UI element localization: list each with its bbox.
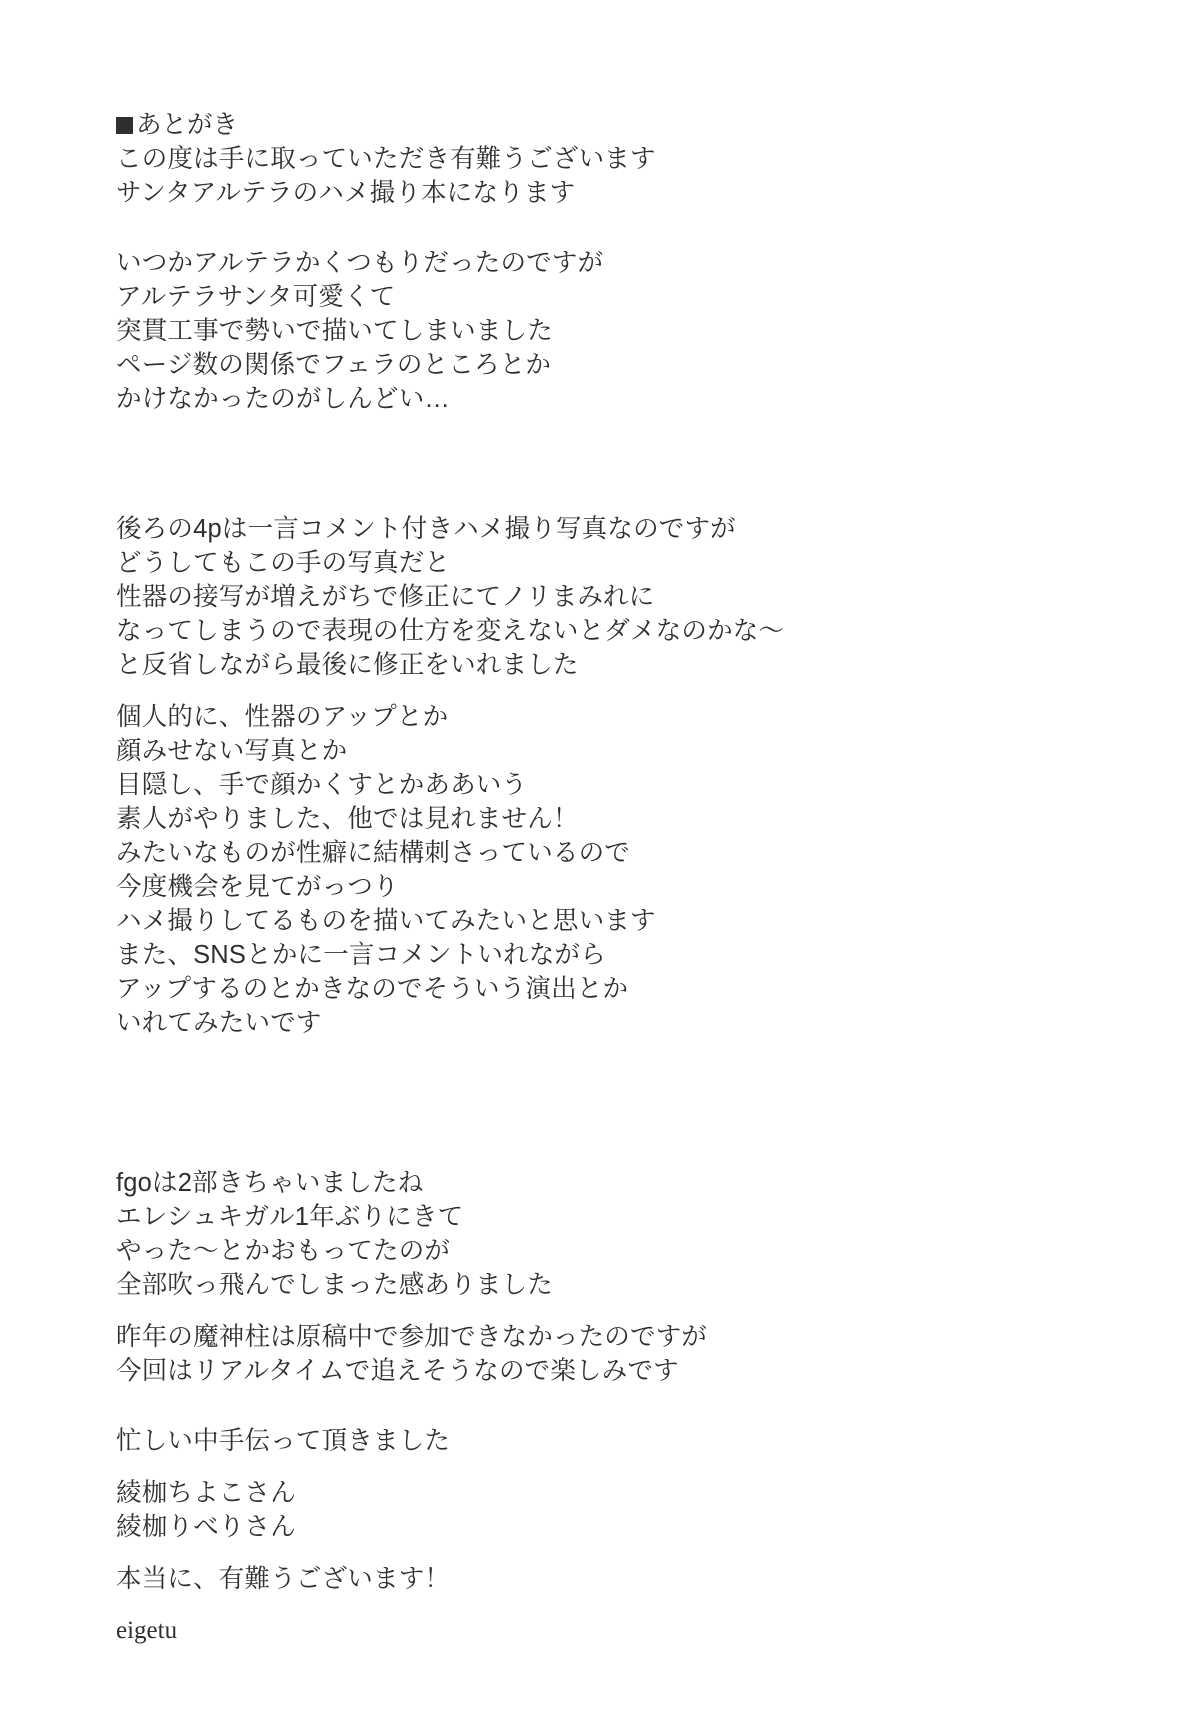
afterword-text-body (116, 108, 1076, 1648)
text-line: やった〜とかおもってたのが (116, 1237, 451, 1265)
spacer (116, 682, 1076, 700)
text-line: 素人がやりました、他では見れません！ (116, 805, 579, 833)
text-line: 綾枷ちよこさん (116, 1479, 296, 1507)
text-line: みたいなものが性癖に結構刺さっているので (116, 839, 631, 867)
text-line: 顔みせない写真とか (116, 737, 348, 765)
helper-credits (116, 1476, 1076, 1544)
text-line: 今度機会を見てがっつり (116, 873, 399, 901)
text-line: アルテラサンタ可愛くて (116, 283, 396, 311)
text-line: 忙しい中手伝って頂きました (116, 1427, 451, 1455)
text-line: なってしまうので表現の仕方を変えないとダメなのかな〜 (116, 617, 785, 645)
text-line: いれてみたいです (116, 1009, 322, 1037)
text-line: ページ数の関係でフェラのところとか (116, 351, 552, 379)
paragraph-last-pages (116, 512, 1076, 682)
spacer (116, 210, 1076, 246)
spacer (116, 1596, 1076, 1614)
text-line: 昨年の魔神柱は原稿中で参加できなかったのですが (116, 1323, 708, 1351)
spacer (116, 1040, 1076, 1166)
text-line: いつかアルテラかくつもりだったのですが (116, 249, 604, 277)
text-line: エレシュキガル1年ぶりにきて (116, 1203, 464, 1231)
text-line: 綾枷りべりさん (116, 1513, 296, 1541)
text-line: ハメ撮りしてるものを描いてみたいと思います (116, 907, 656, 935)
spacer (116, 1388, 1076, 1424)
author-signature: eigetu (116, 1617, 178, 1644)
text-line: 個人的に、性器のアップとか (116, 703, 449, 731)
page-title-label: あとがき (136, 111, 239, 139)
spacer (116, 1302, 1076, 1320)
paragraph-thanks-intro (116, 1424, 1076, 1458)
paragraph-personal (116, 700, 1076, 1040)
text-line: この度は手に取っていただき有難うございます (116, 145, 656, 173)
paragraph-thanks (116, 1562, 1076, 1596)
text-line: サンタアルテラのハメ撮り本になります (116, 179, 576, 207)
text-line: また、SNSとかに一言コメントいれながら (116, 941, 606, 969)
text-line: 性器の接写が増えがちで修正にてノリまみれに (116, 583, 655, 611)
text-line: と反省しながら最後に修正をいれました (116, 651, 579, 679)
text-line: 本当に、有難うございます！ (116, 1565, 451, 1593)
text-line: アップするのとかきなのでそういう演出とか (116, 975, 629, 1003)
text-line: 今回はリアルタイムで追えそうなので楽しみです (116, 1357, 679, 1385)
spacer (116, 416, 1076, 512)
paragraph-origin (116, 246, 1076, 416)
text-line: 後ろの4pは一言コメント付きハメ撮り写真なのですが (116, 515, 736, 543)
paragraph-event (116, 1320, 1076, 1388)
text-line: 全部吹っ飛んでしまった感ありました (116, 1271, 553, 1299)
page-title (116, 108, 1076, 142)
text-line: 目隠し、手で顔かくすとかああいう (116, 771, 528, 799)
text-line: fgoは2部きちゃいましたね (116, 1169, 424, 1197)
spacer (116, 1544, 1076, 1562)
text-line: どうしてもこの手の写真だと (116, 549, 451, 577)
text-line: 突貫工事で勢いで描いてしまいました (116, 317, 553, 345)
paragraph-fgo (116, 1166, 1076, 1302)
text-line: かけなかったのがしんどい… (116, 385, 451, 413)
filled-square-icon (116, 117, 133, 134)
spacer (116, 1458, 1076, 1476)
paragraph-intro (116, 142, 1076, 210)
